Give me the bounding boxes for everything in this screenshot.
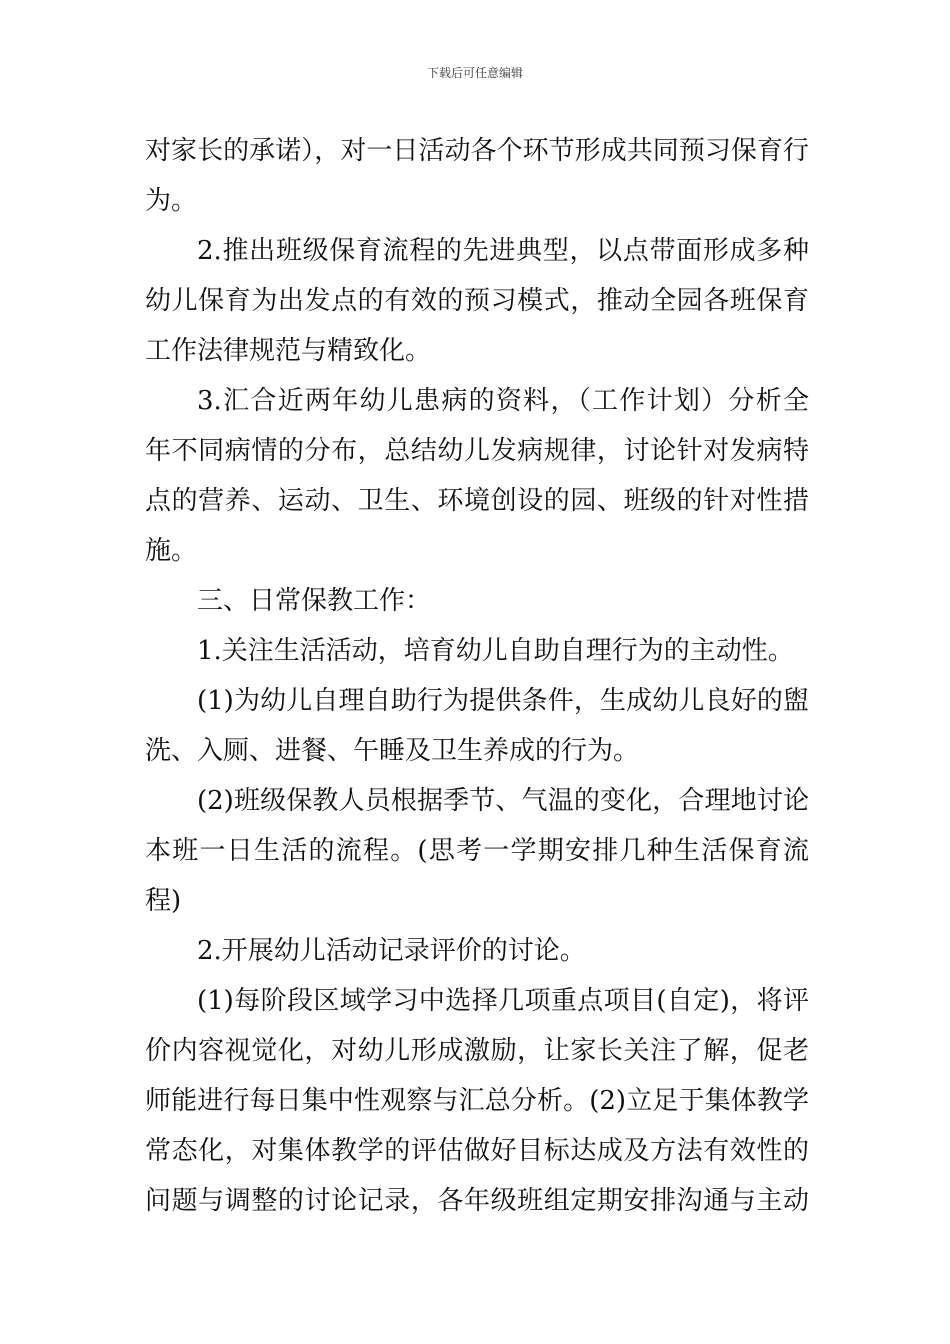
document-body: [145, 126, 809, 1226]
text-line: 常态化，对集体教学的评估做好目标达成及方法有效性的: [145, 1136, 809, 1166]
text-line: 价内容视觉化，对幼儿形成激励，让家长关注了解，促老: [145, 1036, 809, 1066]
text-line: 工作法律规范与精致化。: [145, 336, 432, 366]
text-line: 3.汇合近两年幼儿患病的资料，（工作计划）分析全: [197, 386, 809, 416]
text-line: 问题与调整的讨论记录，各年级班组定期安排沟通与主动: [145, 1186, 809, 1216]
text-line: 点的营养、运动、卫生、环境创设的园、班级的针对性措: [145, 486, 809, 516]
text-line: (2)班级保教人员根据季节、气温的变化，合理地讨论: [197, 786, 809, 816]
text-line: 对家长的承诺），对一日活动各个环节形成共同预习保育行: [145, 136, 809, 166]
text-line: 年不同病情的分布，总结幼儿发病规律，讨论针对发病特: [145, 436, 809, 466]
page-header: 下载后可任意编辑: [426, 66, 523, 80]
text-line: 2.开展幼儿活动记录评价的讨论。: [197, 936, 586, 966]
text-line: 1.关注生活活动，培育幼儿自助自理行为的主动性。: [197, 636, 794, 666]
text-line: 程): [145, 886, 182, 916]
text-line: (1)为幼儿自理自助行为提供条件，生成幼儿良好的盥: [197, 686, 809, 716]
text-line: 2.推出班级保育流程的先进典型，以点带面形成多种: [197, 236, 809, 266]
text-line: 本班一日生活的流程。(思考一学期安排几种生活保育流: [145, 836, 809, 866]
text-line: (1)每阶段区域学习中选择几项重点项目(自定)，将评: [197, 986, 809, 1016]
text-line: 为。: [145, 186, 198, 216]
text-line: 三、日常保教工作：: [197, 586, 432, 616]
text-line: 师能进行每日集中性观察与汇总分析。(2)立足于集体教学: [145, 1086, 809, 1116]
text-line: 施。: [145, 536, 198, 566]
text-line: 洗、入厕、进餐、午睡及卫生养成的行为。: [145, 736, 640, 766]
text-line: 幼儿保育为出发点的有效的预习模式，推动全园各班保育: [145, 286, 809, 316]
